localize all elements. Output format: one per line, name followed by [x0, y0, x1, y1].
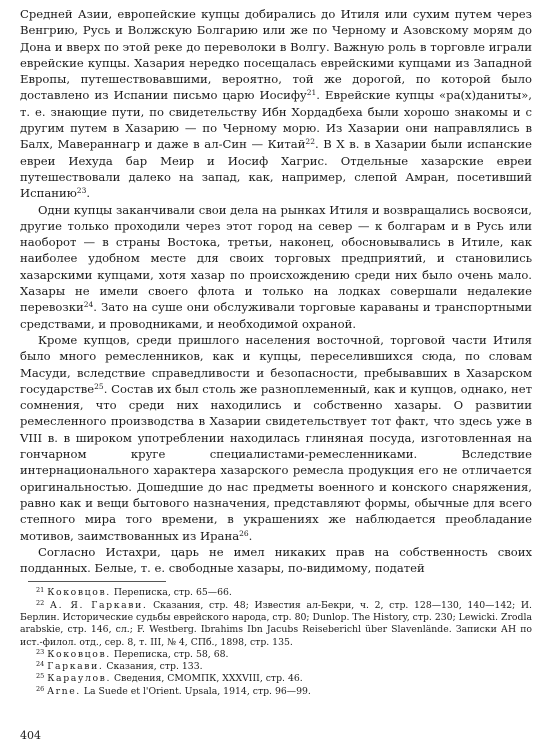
paragraph: Кроме купцов, среди пришлого населения восточной, торговой части Итиля было много ремесленников, как и купцы, переселившихся сюда, по словам Масуди, вследствие справедливости и безопасности, пребывавших в Хазарском государстве$^{25}$. Состав их был столь же разноплеменный, как и купцов, однако, нет сомнения, что среди них находились и собственно хазары. О развитии ремесленного производства в Хазарии свидетельствует тот факт, что здесь уже в VIII в. в широком употреблении находилась глиняная посуда, изготовленная на гончарном круге специалистами-ремесленниками. Вследствие интернационального характера хазарского ремесла продукция его не отличается оригинальностью. Дошедшие до нас предметы военного и конского снаряжения, равно как и вещи бытового назначения, представляют формы, обычные для всего степного мира того времени, в украшениях же наблюдается преобладание мотивов, заимствованных из Ирана$^{26}$. [20, 332, 532, 543]
footnote: $^{22}$ А. Я. Гаркави. Сказания, стр. 48; Известия ал-Бекри, ч. 2, стр. 128—130, 140—142; И. Берлин. Исторические судьбы еврейского народа, стр. 80; Dunlop. The History, стр. 230; Lewicki. Zrodla arabskie, стр. 146, сл.; F. Westberg. Ibrahims Ibn Jacubs Reiseberichl über Slavenlände. Записки АН по ист.-филол. отд., сер. 8, т. III, № 4, СПб., 1898, стр. 135. [20, 598, 532, 648]
footnote-author: Коковцов. [47, 587, 111, 599]
footnote: $^{25}$ Караулов. Сведения, СМОМПК, XXXVIII, стр. 46. [36, 672, 303, 685]
footnote-ref[interactable]: 23 [76, 186, 87, 196]
footnote-ref[interactable]: 25 [94, 381, 104, 391]
footnote-ref[interactable]: 24 [83, 300, 94, 310]
page-number: 404 [20, 729, 41, 742]
footnote: $^{24}$ Гаркави. Сказания, стр. 133. [36, 660, 203, 673]
footnote-author: Караулов. [47, 673, 112, 685]
footnote-author: Гаркави. [47, 661, 104, 673]
footnote-ref[interactable]: 22 [305, 137, 315, 147]
footnote: $^{26}$ Arne. La Suede et l'Orient. Upsala, 1914, стр. 96—99. [36, 684, 311, 697]
book-page [20, 6, 532, 746]
footnote-author: Arne. [47, 685, 81, 697]
paragraph: Средней Азии, европейские купцы добирались до Итиля или сухим путем через Венгрию, Русь и Волжскую Болгарию или же по Черному и Азовскому морям до Дона и вверх по этой реке до переволоки в Волгу. Важную роль в торговле играли еврейские купцы. Хазария нередко посещалась еврейскими купцами из Западной Европы, путешествовавшими, вероятно, той же дорогой, по которой было доставлено из Испании письмо царю Иосифу$^{21}$. Еврейские купцы «ра(х)даниты», т. е. знающие пути, по свидетельству Ибн Хордадбеха были хорошо знакомы и с другим путем в Хазарию — по Черному морю. Из Хазарии они направлялись в Балх, Мавераннагр и даже в ал-Син — Китай$^{22}$. В X в. в Хазарии были испанские евреи Иехуда бар Меир и Иосиф Хагрис. Отдельные хазарские евреи путешествовали далеко на запад, как, например, слепой Амран, посетивший Испанию$^{23}$. [20, 7, 532, 201]
footnote-author: Коковцов. [47, 648, 111, 660]
paragraph: Одни купцы заканчивали свои дела на рынках Итиля и возвращались восвояси, другие только проходили через этот город на север — к болгарам и в Русь или наоборот — в страны Востока, третьи, наконец, обосновывались в Итиле, как наиболее удобном месте для своих торговых предприятий, и становились хазарскими купцами, хотя хазар по происхождению среди них было очень мало. Хазары не имели своего флота и только на лодках совершали недалекие перевозки$^{24}$. Зато на суше они обслуживали торговые караваны и транспортными средствами, и проводниками, и необходимой охраной. [20, 202, 532, 331]
footnote-author: А. Я. Гаркави. [49, 599, 148, 611]
footnote: $^{23}$ Коковцов. Переписка, стр. 58, 68. [36, 647, 229, 660]
body-text [20, 6, 532, 576]
footnote-ref[interactable]: 26 [239, 528, 249, 538]
paragraph: Согласно Истахри, царь не имел никаких прав на собственность своих подданных. Белые, т. е. свободные хазары, по-видимому, податей [20, 544, 532, 576]
footnotes [20, 587, 532, 698]
footnote-ref[interactable]: 21 [306, 88, 317, 98]
footnote: $^{21}$ Коковцов. Переписка, стр. 65—66. [36, 586, 232, 599]
footnote-divider [28, 581, 166, 582]
